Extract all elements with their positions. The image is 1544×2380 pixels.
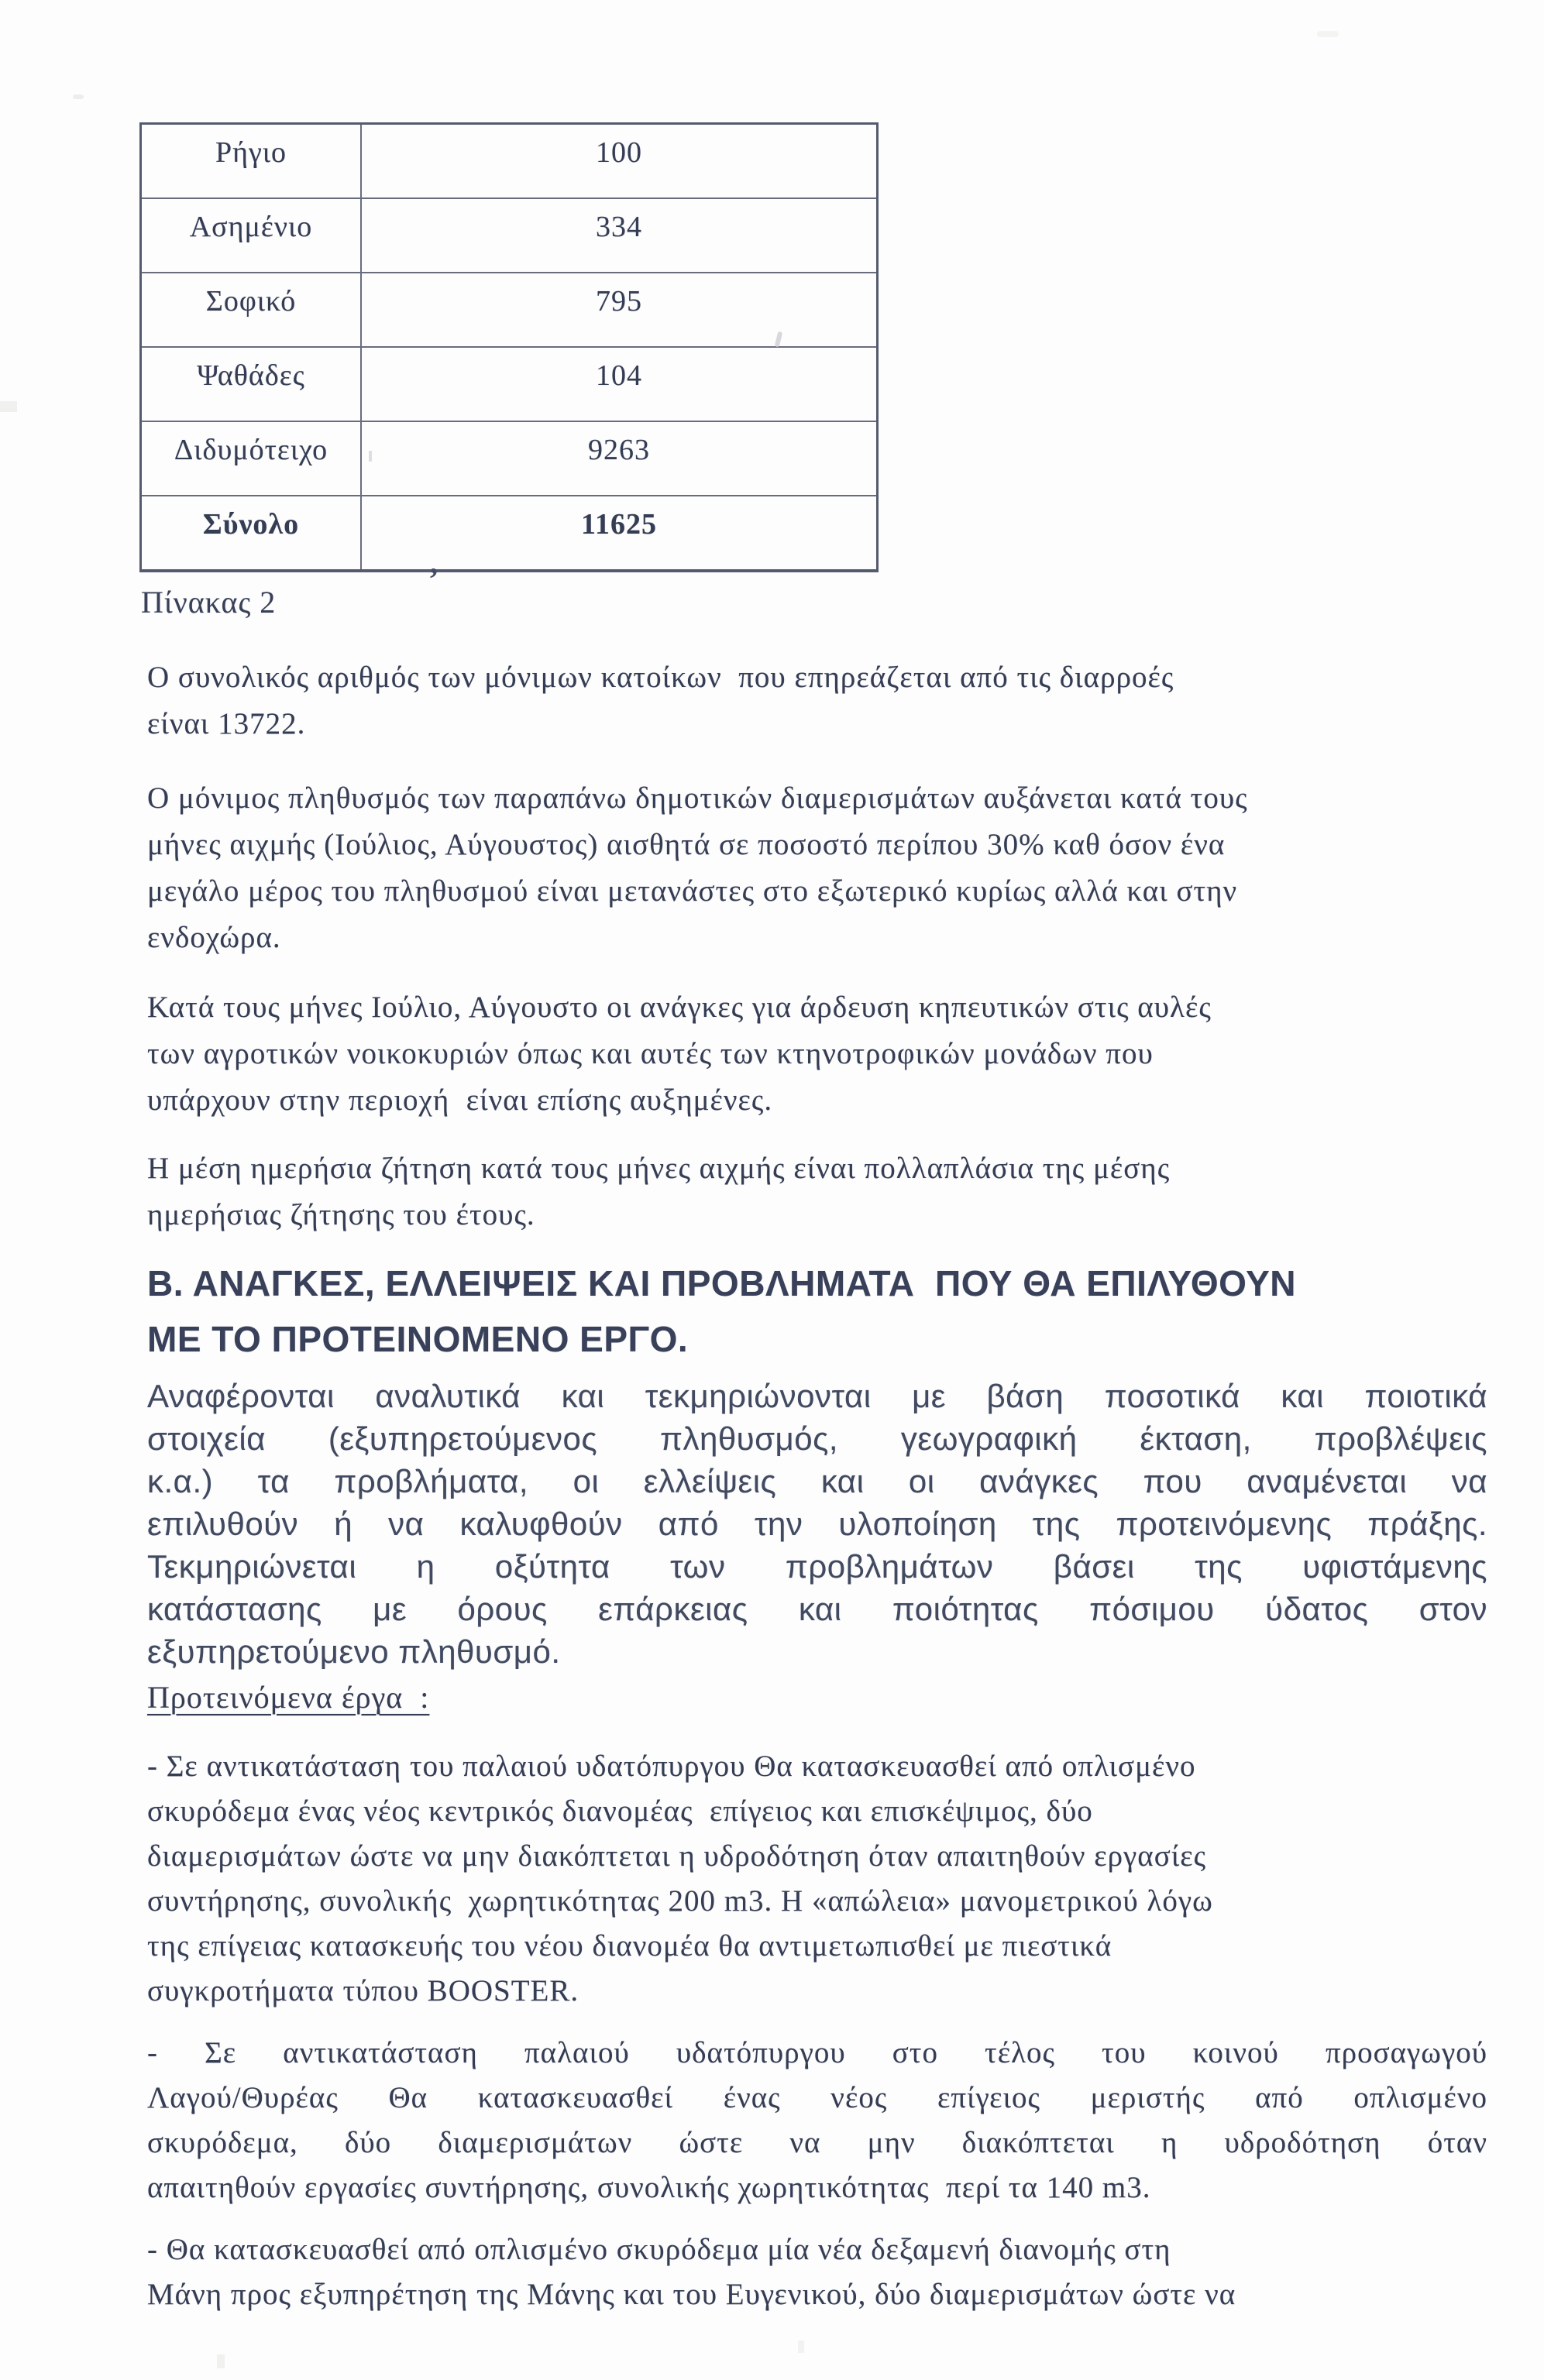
table-row [142, 421, 876, 495]
text-line: της επίγειας κατασκευής του νέου διανομέα θα αντιμετωπισθεί με πιεστικά [147, 1929, 1112, 1963]
text-line: Ο συνολικός αριθμός των μόνιμων κατοίκων που επηρεάζεται από τις διαρροές [147, 661, 1174, 694]
paragraph-daily-demand [147, 1145, 1487, 1238]
cell-population: 100 [360, 125, 876, 197]
text-line: μήνες αιχμής (Ιούλιος, Αύγουστος) αισθητά σε ποσοστό περίπου 30% καθ όσον ένα [147, 828, 1226, 861]
bullet-water-tower-replacement-1 [147, 1744, 1487, 2014]
paragraph-seasonal-population [147, 775, 1487, 961]
paragraph-problems-description [147, 1375, 1487, 1673]
cell-population [360, 496, 876, 580]
underlined-title: Προτεινόμενα έργα : [147, 1680, 430, 1715]
cell-population: 104 [360, 348, 876, 421]
text-line: ημερήσιας ζήτησης του έτους. [147, 1198, 535, 1231]
table-caption: Πίνακας 2 [141, 585, 277, 620]
table-row [142, 346, 876, 421]
population-table [139, 122, 879, 580]
paragraph-irrigation-needs [147, 984, 1487, 1124]
table-row [142, 197, 876, 272]
text-line: επιλυθούν ή να καλυφθούν από την υλοποίηση της προτεινόμενης πράξης. [147, 1506, 1487, 1542]
text-line: Η μέση ημερήσια ζήτηση κατά τους μήνες αιχμής είναι πολλαπλάσια της μέσης [147, 1152, 1171, 1185]
cell-population: 9263 [360, 422, 876, 495]
text-line: ενδοχώρα. [147, 921, 281, 954]
table-row-total [142, 495, 876, 580]
text-line: των αγροτικών νοικοκυριών όπως και αυτές των κτηνοτροφικών μονάδων που [147, 1037, 1154, 1070]
cell-settlement: Ρήγιο [215, 136, 287, 169]
text-line: Μάνη προς εξυπηρέτηση της Μάνης και του Ευγενικού, δύο διαμερισμάτων ώστε να [147, 2278, 1236, 2311]
text-line: υπάρχουν στην περιοχή είναι επίσης αυξημένες. [147, 1084, 773, 1117]
text-line: - Θα κατασκευασθεί από οπλισμένο σκυρόδεμα μία νέα δεξαμενή διανομής στη [147, 2233, 1171, 2266]
cell-settlement: Σύνολο [202, 508, 300, 541]
text-line: Κατά τους μήνες Ιούλιο, Αύγουστο οι ανάγκες για άρδευση κηπευτικών στις αυλές [147, 991, 1212, 1024]
text-line: - Σε αντικατάσταση παλαιού υδατόπυργου στο τέλος του κοινού προσαγωγού [147, 2036, 1487, 2069]
text-line: κ.α.) τα προβλήματα, οι ελλείψεις και οι ανάγκες που αναμένεται να [147, 1463, 1487, 1499]
total-value: 11625 [581, 508, 657, 541]
heading-line: Β. ΑΝΑΓΚΕΣ, ΕΛΛΕΙΨΕΙΣ ΚΑΙ ΠΡΟΒΛΗΜΑΤΑ ΠΟΥ ΘΑ ΕΠΙΛΥΘΟΥΝ [147, 1263, 1297, 1303]
text-line: Αναφέρονται αναλυτικά και τεκμηριώνονται με βάση ποσοτικά και ποιοτικά [147, 1378, 1487, 1414]
text-line: Τεκμηριώνεται η οξύτητα των προβλημάτων βάσει της υφιστάμενης [147, 1548, 1487, 1585]
scan-artifact [73, 94, 84, 99]
text-line: μεγάλο μέρος του πληθυσμού είναι μετανάστες στο εξωτερικό κυρίως αλλά και στην [147, 874, 1238, 908]
text-line: σκυρόδεμα ένας νέος κεντρικός διανομέας επίγειος και επισκέψιμος, δύο [147, 1794, 1093, 1828]
text-line: συντήρησης, συνολικής χωρητικότητας 200 m3. Η «απώλεια» μανομετρικού λόγω [147, 1884, 1213, 1918]
cell-settlement: Ψαθάδες [197, 359, 305, 392]
heading-line: ΜΕ ΤΟ ΠΡΟΤΕΙΝΟΜΕΝΟ ΕΡΓΟ. [147, 1319, 689, 1359]
text-line: - Σε αντικατάσταση του παλαιού υδατόπυργου Θα κατασκευασθεί από οπλισμένο [147, 1750, 1196, 1783]
table-row [142, 272, 876, 346]
document-body [147, 628, 1487, 2317]
text-line: κατάστασης με όρους επάρκειας και ποιότητας πόσιμου ύδατος στον [147, 1591, 1487, 1627]
cell-population: 795 [360, 273, 876, 346]
scan-artifact [0, 401, 17, 412]
table-row [142, 125, 876, 197]
cell-settlement: Ασημένιο [189, 211, 313, 243]
cell-settlement: Διδυμότειχο [174, 434, 328, 466]
paragraph-total-residents [147, 654, 1487, 747]
text-line: συγκροτήματα τύπου BOOSTER. [147, 1974, 579, 2007]
proposed-works-title [147, 1674, 1487, 1721]
cell-settlement: Σοφικό [205, 285, 297, 318]
bullet-new-distribution-tank [147, 2227, 1487, 2317]
scan-comma-artifact: , [430, 545, 438, 580]
text-line: είναι 13722. [147, 707, 306, 740]
text-line: στοιχεία (εξυπηρετούμενος πληθυσμός, γεωγραφική έκταση, προβλέψεις [147, 1420, 1487, 1457]
text-line: Ο μόνιμος πληθυσμός των παραπάνω δημοτικών διαμερισμάτων αυξάνεται κατά τους [147, 781, 1248, 815]
text-line: εξυπηρετούμενο πληθυσμό. [147, 1633, 561, 1670]
scan-artifact [798, 2341, 804, 2353]
text-line: απαιτηθούν εργασίες συντήρησης, συνολικής χωρητικότητας περί τα 140 m3. [147, 2171, 1151, 2204]
scan-artifact [1317, 31, 1339, 37]
section-heading-b [147, 1255, 1487, 1367]
scan-artifact [217, 2354, 225, 2368]
cell-population: 334 [360, 199, 876, 272]
text-line: Λαγού/Θυρέας Θα κατασκευασθεί ένας νέος επίγειος μεριστής από οπλισμένο [147, 2081, 1487, 2114]
text-line: διαμερισμάτων ώστε να μην διακόπτεται η υδροδότηση όταν απαιτηθούν εργασίες [147, 1839, 1207, 1873]
text-line: σκυρόδεμα, δύο διαμερισμάτων ώστε να μην διακόπτεται η υδροδότηση όταν [147, 2126, 1487, 2159]
bullet-water-tower-replacement-2 [147, 2031, 1487, 2210]
